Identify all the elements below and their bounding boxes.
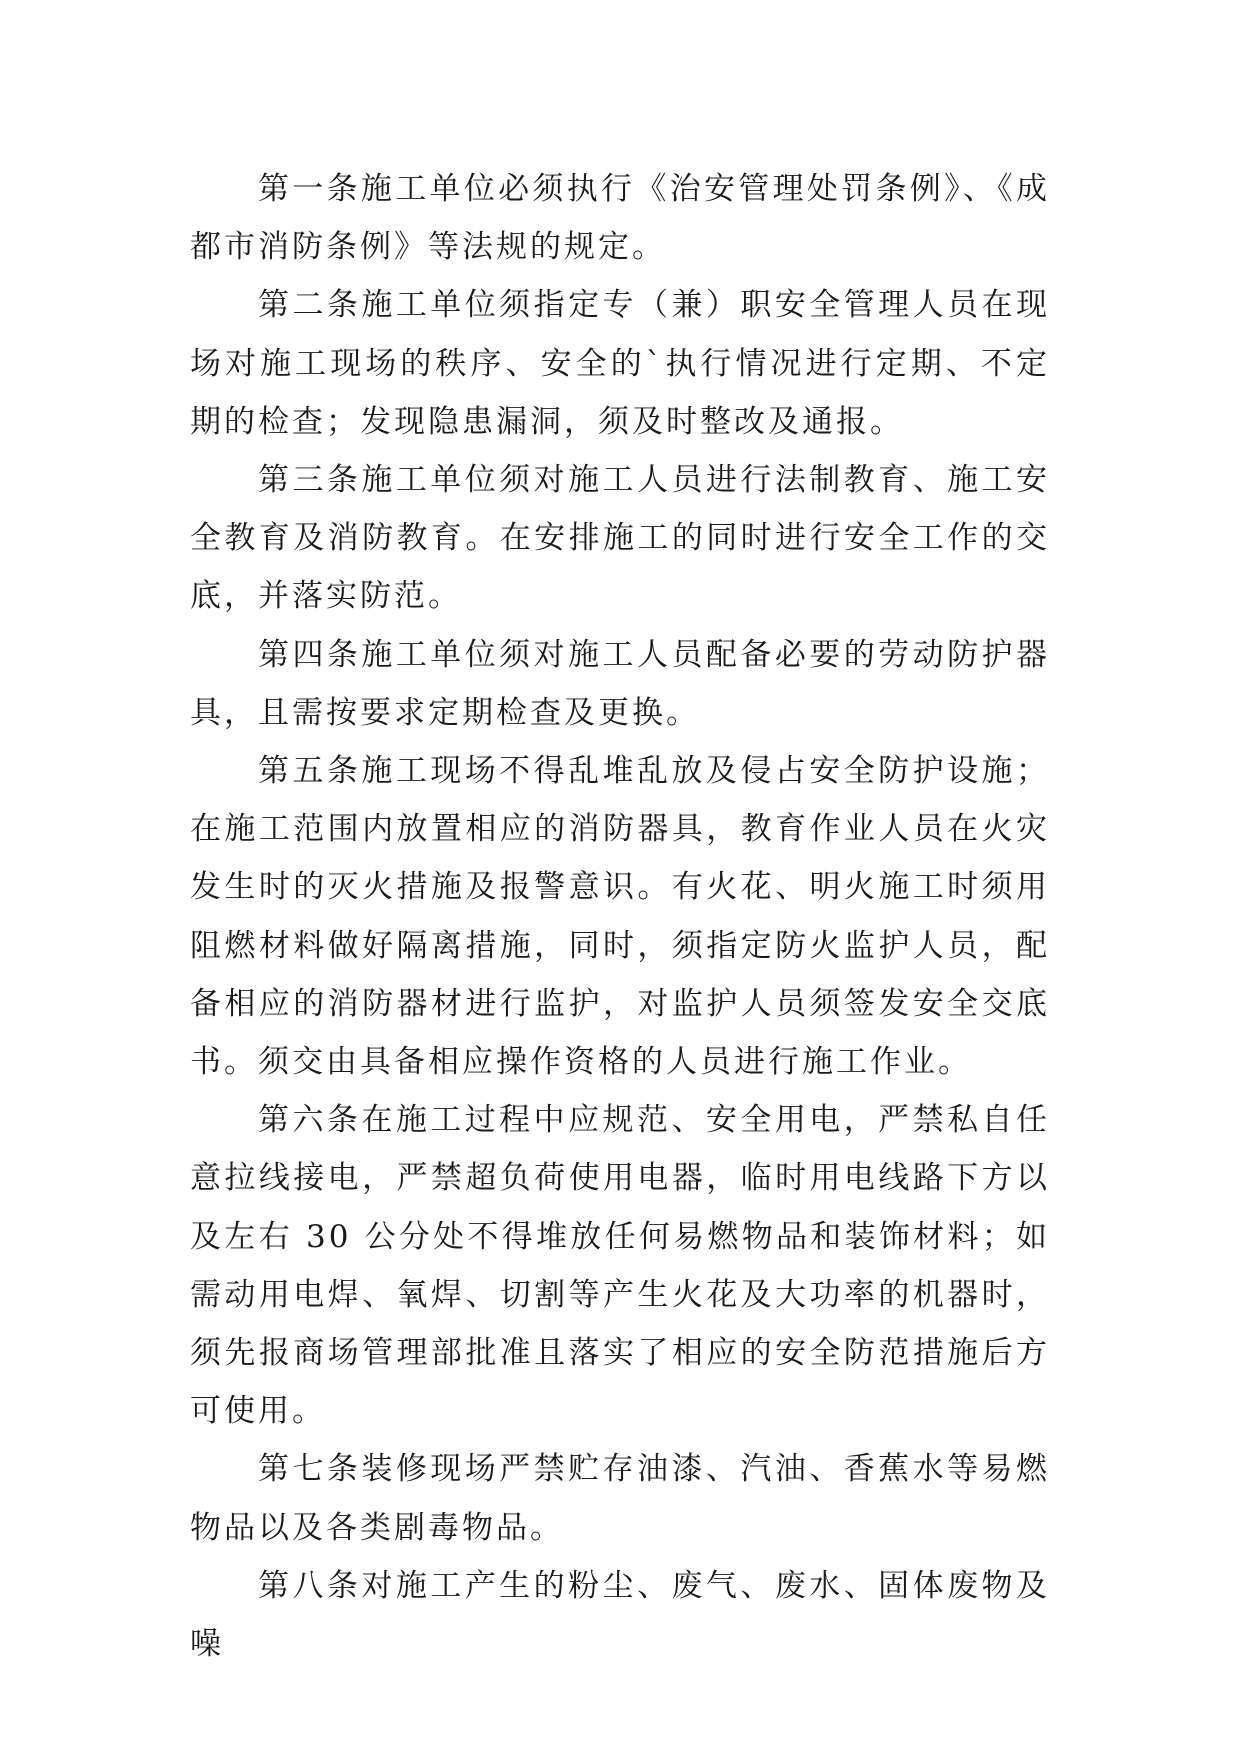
article-7: 第七条装修现场严禁贮存油漆、汽油、香蕉水等易燃物品以及各类剧毒物品。 — [190, 1451, 1050, 1546]
article-6: 第六条在施工过程中应规范、安全用电，严禁私自任意拉线接电，严禁超负荷使用电器，临时用电线路下方以及左右 30 公分处不得堆放任何易燃物品和装饰材料；如需动用电焊、氧焊、切割等产生火花及大功率的机器时，须先报商场管理部批准且落实了相应的安全防范措施后方可使用。 — [190, 1102, 1050, 1430]
article-3: 第三条施工单位须对施工人员进行法制教育、施工安全教育及消防教育。在安排施工的同时进行安全工作的交底，并落实防范。 — [190, 462, 1050, 615]
article-5: 第五条施工现场不得乱堆乱放及侵占安全防护设施；在施工范围内放置相应的消防器具，教育作业人员在火灾发生时的灭火措施及报警意识。有火花、明火施工时须用阻燃材料做好隔离措施，同时，须指定防火监护人员，配备相应的消防器材进行监护，对监护人员须签发安全交底书。须交由具备相应操作资格的人员进行施工作业。 — [190, 753, 1050, 1081]
article-2: 第二条施工单位须指定专（兼）职安全管理人员在现场对施工现场的秩序、安全的`执行情况进行定期、不定期的检查；发现隐患漏洞，须及时整改及通报。 — [190, 287, 1050, 440]
document-body — [190, 160, 1050, 1673]
article-8: 第八条对施工产生的粉尘、废气、废水、固体废物及噪 — [190, 1567, 1050, 1663]
article-1: 第一条施工单位必须执行《治安管理处罚条例》、《成都市消防条例》等法规的规定。 — [190, 171, 1050, 266]
article-4: 第四条施工单位须对施工人员配备必要的劳动防护器具，且需按要求定期检查及更换。 — [190, 636, 1050, 731]
